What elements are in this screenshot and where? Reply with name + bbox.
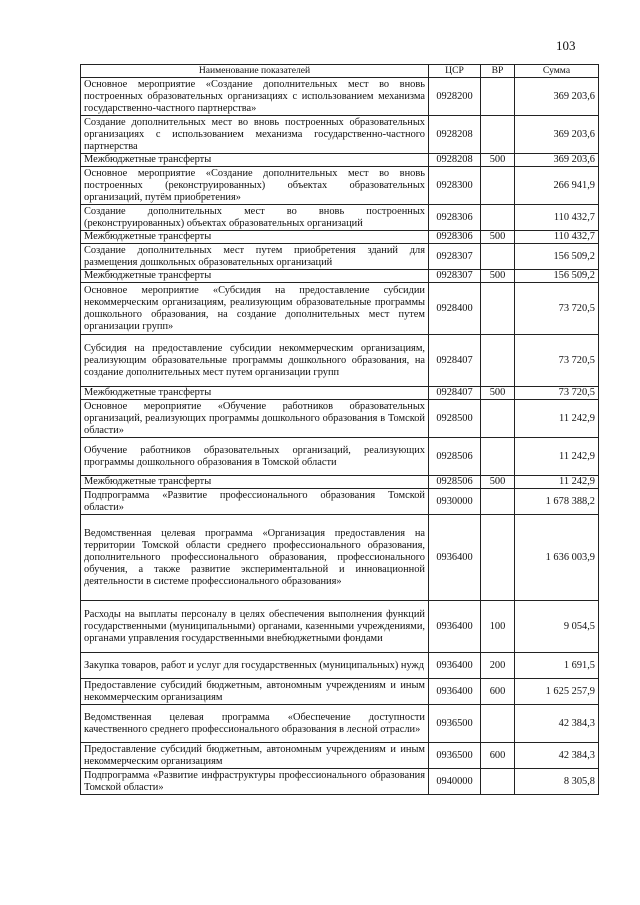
- table-header-row: [81, 65, 599, 78]
- row-csr: 0928208: [429, 154, 481, 167]
- row-csr: 0936500: [429, 743, 481, 769]
- row-name: Предоставление субсидий бюджетным, автономным учреждениям и иным некоммерческим организациям: [81, 743, 429, 769]
- row-sum: 110 432,7: [515, 205, 599, 231]
- table-row: [81, 335, 599, 387]
- table-row: [81, 387, 599, 400]
- row-vr: 600: [481, 679, 515, 705]
- row-name: Субсидия на предоставление субсидии некоммерческим организациям, реализующим образовательные программы дошкольного образования, на создание дополнительных мест путем организации групп: [81, 335, 429, 387]
- row-sum: 1 636 003,9: [515, 515, 599, 601]
- row-vr: 500: [481, 231, 515, 244]
- row-csr: 0928506: [429, 438, 481, 476]
- table-row: [81, 244, 599, 270]
- row-sum: 42 384,3: [515, 743, 599, 769]
- row-vr: 500: [481, 387, 515, 400]
- row-vr: [481, 335, 515, 387]
- row-name: Межбюджетные трансферты: [81, 387, 429, 400]
- row-vr: [481, 400, 515, 438]
- table-row: [81, 489, 599, 515]
- row-vr: 100: [481, 601, 515, 653]
- row-name: Подпрограмма «Развитие профессионального образования Томской области»: [81, 489, 429, 515]
- row-sum: 11 242,9: [515, 400, 599, 438]
- header-vr: ВР: [481, 65, 515, 78]
- table-row: [81, 743, 599, 769]
- row-vr: 600: [481, 743, 515, 769]
- row-csr: 0936500: [429, 705, 481, 743]
- row-vr: [481, 489, 515, 515]
- row-sum: 11 242,9: [515, 438, 599, 476]
- row-name: Создание дополнительных мест во вновь построенных (реконструированных) объектах образовательных организаций: [81, 205, 429, 231]
- table-row: [81, 515, 599, 601]
- row-sum: 73 720,5: [515, 283, 599, 335]
- row-name: Межбюджетные трансферты: [81, 231, 429, 244]
- row-sum: 42 384,3: [515, 705, 599, 743]
- row-vr: [481, 515, 515, 601]
- row-vr: [481, 438, 515, 476]
- budget-table: [80, 64, 599, 795]
- row-csr: 0928208: [429, 116, 481, 154]
- table-row: [81, 231, 599, 244]
- row-name: Подпрограмма «Развитие инфраструктуры профессионального образования Томской области»: [81, 769, 429, 795]
- row-name: Основное мероприятие «Субсидия на предоставление субсидии некоммерческим организациям, реализующим образовательные программы дошкольного образования, на создание дополнительных мест путем организации групп»: [81, 283, 429, 335]
- row-csr: 0928407: [429, 335, 481, 387]
- row-csr: 0928200: [429, 78, 481, 116]
- table-row: [81, 400, 599, 438]
- row-name: Закупка товаров, работ и услуг для государственных (муниципальных) нужд: [81, 653, 429, 679]
- table-row: [81, 705, 599, 743]
- row-vr: [481, 78, 515, 116]
- row-name: Основное мероприятие «Создание дополнительных мест во вновь построенных образовательных организациях с использованием механизма государственно-частного партнерства»: [81, 78, 429, 116]
- table-row: [81, 653, 599, 679]
- table-row: [81, 438, 599, 476]
- row-sum: 110 432,7: [515, 231, 599, 244]
- row-name: Расходы на выплаты персоналу в целях обеспечения выполнения функций государственными (муниципальными) органами, казенными учреждениями, органами управления государственными внебюджетными фондами: [81, 601, 429, 653]
- row-vr: [481, 205, 515, 231]
- table-row: [81, 78, 599, 116]
- table-row: [81, 679, 599, 705]
- row-csr: 0928307: [429, 244, 481, 270]
- table-row: [81, 167, 599, 205]
- row-vr: 200: [481, 653, 515, 679]
- header-sum: Сумма: [515, 65, 599, 78]
- table-row: [81, 154, 599, 167]
- table-row: [81, 769, 599, 795]
- row-sum: 266 941,9: [515, 167, 599, 205]
- row-sum: 11 242,9: [515, 476, 599, 489]
- row-csr: 0928407: [429, 387, 481, 400]
- row-vr: [481, 283, 515, 335]
- row-csr: 0936400: [429, 601, 481, 653]
- row-vr: [481, 244, 515, 270]
- header-name: Наименование показателей: [81, 65, 429, 78]
- row-csr: 0928306: [429, 205, 481, 231]
- row-sum: 156 509,2: [515, 270, 599, 283]
- row-sum: 73 720,5: [515, 387, 599, 400]
- row-csr: 0928400: [429, 283, 481, 335]
- row-sum: 369 203,6: [515, 154, 599, 167]
- row-csr: 0928506: [429, 476, 481, 489]
- row-name: Создание дополнительных мест во вновь построенных образовательных организациях с использованием механизма государственно-частного партнерства: [81, 116, 429, 154]
- row-csr: 0936400: [429, 679, 481, 705]
- row-name: Ведомственная целевая программа «Организация предоставления на территории Томской области среднего профессионального образования, дополнительного профессионального образования, профессионального обучения, а также развитие экспериментальной и инновационной деятельности в системе профессионального образования»: [81, 515, 429, 601]
- table-row: [81, 476, 599, 489]
- row-vr: 500: [481, 154, 515, 167]
- row-name: Межбюджетные трансферты: [81, 476, 429, 489]
- page-number: 103: [556, 38, 576, 53]
- row-csr: 0928306: [429, 231, 481, 244]
- row-name: Межбюджетные трансферты: [81, 270, 429, 283]
- row-sum: 8 305,8: [515, 769, 599, 795]
- row-vr: [481, 116, 515, 154]
- row-csr: 0930000: [429, 489, 481, 515]
- row-sum: 1 625 257,9: [515, 679, 599, 705]
- row-name: Основное мероприятие «Создание дополнительных мест во вновь построенных (реконструированных) объектах образовательных организаций, путём приобретения»: [81, 167, 429, 205]
- table-row: [81, 601, 599, 653]
- row-csr: 0940000: [429, 769, 481, 795]
- row-name: Основное мероприятие «Обучение работников образовательных организаций, реализующих программы дошкольного образования в Томской области»: [81, 400, 429, 438]
- row-sum: 9 054,5: [515, 601, 599, 653]
- row-vr: 500: [481, 270, 515, 283]
- table-row: [81, 205, 599, 231]
- row-vr: [481, 705, 515, 743]
- row-vr: [481, 769, 515, 795]
- row-sum: 73 720,5: [515, 335, 599, 387]
- row-vr: 500: [481, 476, 515, 489]
- table-body: [81, 78, 599, 795]
- header-csr: ЦСР: [429, 65, 481, 78]
- table-row: [81, 283, 599, 335]
- row-sum: 369 203,6: [515, 116, 599, 154]
- row-name: Создание дополнительных мест путем приобретения зданий для размещения дошкольных образовательных организаций: [81, 244, 429, 270]
- row-csr: 0928500: [429, 400, 481, 438]
- row-csr: 0936400: [429, 515, 481, 601]
- table-row: [81, 270, 599, 283]
- row-sum: 1 691,5: [515, 653, 599, 679]
- row-csr: 0928307: [429, 270, 481, 283]
- table-row: [81, 116, 599, 154]
- row-sum: 369 203,6: [515, 78, 599, 116]
- row-csr: 0936400: [429, 653, 481, 679]
- row-sum: 156 509,2: [515, 244, 599, 270]
- row-name: Обучение работников образовательных организаций, реализующих программы дошкольного образования в Томской области: [81, 438, 429, 476]
- row-csr: 0928300: [429, 167, 481, 205]
- row-name: Предоставление субсидий бюджетным, автономным учреждениям и иным некоммерческим организациям: [81, 679, 429, 705]
- row-sum: 1 678 388,2: [515, 489, 599, 515]
- row-name: Ведомственная целевая программа «Обеспечение доступности качественного среднего профессионального образования в лесной отрасли»: [81, 705, 429, 743]
- row-name: Межбюджетные трансферты: [81, 154, 429, 167]
- row-vr: [481, 167, 515, 205]
